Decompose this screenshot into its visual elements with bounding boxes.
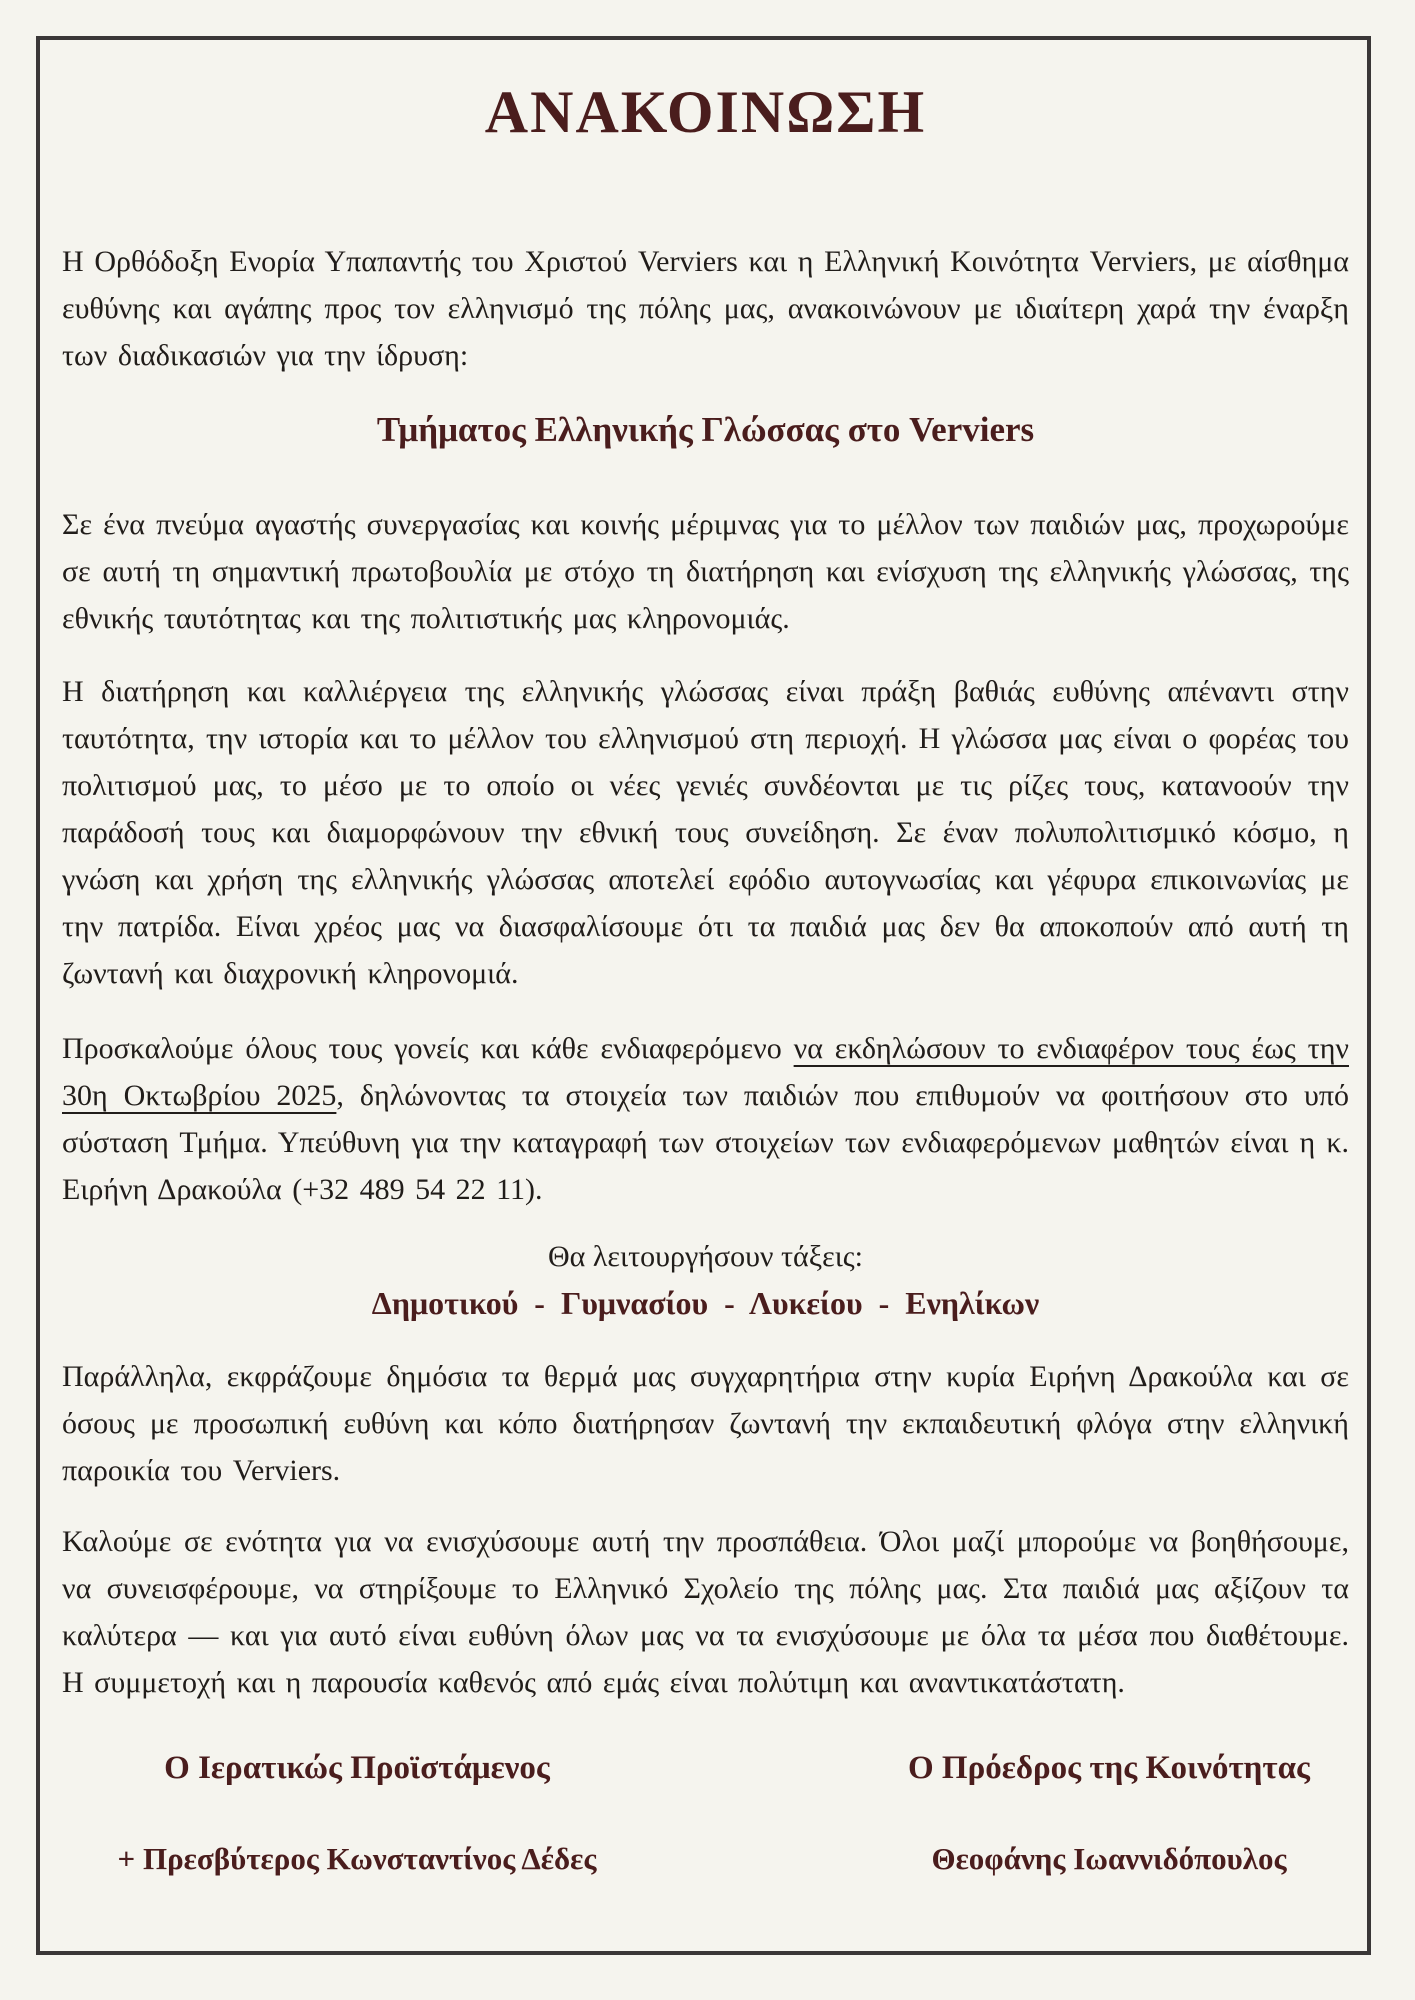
spirit-paragraph: Σε ένα πνεύμα αγαστής συνεργασίας και κοινής μέριμνας για το μέλλον των παιδιών μας, προχωρούμε σε αυτή τη σημαντική πρωτοβουλία με στόχο τη διατήρηση και ενίσχυση της ελληνικής γλώσσας, της εθνικής ταυτότητας και της πολιτιστικής μας κληρονομιάς. (62, 508, 1349, 635)
deadline-underlined-text: να εκδηλώσουν το ενδιαφέρον τους έως την 30η Οκτωβρίου 2025 (62, 1032, 1349, 1112)
priest-name: + Πρεσβύτερος Κωνσταντίνος Δέδες (117, 1841, 597, 1876)
invitation-text-after: , δηλώνοντας τα στοιχεία των παιδιών που επιθυμούν να φοιτήσουν στο υπό σύσταση Τμήμα. Υπεύθυνη για την καταγραφή των στοιχείων των ενδιαφερόμενων μαθητών είναι η κ. Ειρήνη Δρακούλα (+32 489 54 22 11). (62, 1079, 1349, 1206)
classes-intro-line: Θα λειτουργήσουν τάξεις: (547, 1240, 864, 1273)
classes-list-line: Δημοτικού - Γυμνασίου - Λυκείου - Ενηλίκων (371, 1285, 1040, 1321)
signature-column-president (869, 1748, 1349, 1878)
signature-column-priest (62, 1748, 652, 1878)
preservation-paragraph: Η διατήρηση και καλλιέργεια της ελληνικής γλώσσας είναι πράξη βαθιάς ευθύνης απέναντι στην ταυτότητα, την ιστορία και το μέλλον του ελληνισμού στη περιοχή. Η γλώσσα μας είναι ο φορέας του πολιτισμού μας, το μέσο με το οποίο οι νέες γενιές συνδέονται με τις ρίζες τους, κατανοούν την παράδοσή τους και διαμορφώνουν την εθνική τους συνείδηση. Σε έναν πολυπολιτισμικό κόσμο, η γνώση και χρήση της ελληνικής γλώσσας αποτελεί εφόδιο αυτογνωσίας και γέφυρα επικοινωνίας με την πατρίδα. Είναι χρέος μας να διασφαλίσουμε ότι τα παιδιά μας δεν θα αποκοπούν από αυτή τη ζωντανή και διαχρονική κληρονομιά. (62, 675, 1349, 990)
department-subtitle: Τμήματος Ελληνικής Γλώσσας στο Verviers (376, 410, 1035, 449)
invitation-text-before: Προσκαλούμε όλους τους γονείς και κάθε ενδιαφερόμενο (62, 1032, 794, 1065)
intro-paragraph: Η Ορθόδοξη Ενορία Υπαπαντής του Χριστού Verviers και η Ελληνική Κοινότητα Verviers, με αίσθημα ευθύνης και αγάπης προς τον ελληνισμό της πόλης μας, ανακοινώνουν με ιδιαίτερη χαρά την έναρξη των διαδικασιών για την ίδρυση: (62, 245, 1349, 372)
unity-paragraph: Καλούμε σε ενότητα για να ενισχύσουμε αυτή την προσπάθεια. Όλοι μαζί μπορούμε να βοηθήσουμε, να συνεισφέρουμε, να στηρίξουμε το Ελληνικό Σχολείο της πόλης μας. Στα παιδιά μας αξίζουν τα καλύτερα — και για αυτό είναι ευθύνη όλων μας να τα ενισχύσουμε με όλα τα μέσα που διαθέτουμε. Η συμμετοχή και η παρουσία καθενός από εμάς είναι πολύτιμη και αναντικατάστατη. (62, 1525, 1349, 1699)
document-border-frame (36, 36, 1371, 1955)
document-title: ΑΝΑΚΟΙΝΩΣΗ (484, 79, 927, 145)
invitation-paragraph (62, 1025, 1349, 1213)
priest-role-title: Ο Ιερατικώς Προϊστάμενος (164, 1750, 550, 1786)
president-name: Θεοφάνης Ιωαννιδόπουλος (931, 1841, 1287, 1876)
president-role-title: Ο Πρόεδρος της Κοινότητας (908, 1750, 1310, 1786)
congratulations-paragraph: Παράλληλα, εκφράζουμε δημόσια τα θερμά μας συγχαρητήρια στην κυρία Ειρήνη Δρακούλα και σε όσους με προσωπική ευθύνη και κόπο διατήρησαν ζωντανή την εκπαιδευτική φλόγα στην ελληνική παροικία του Verviers. (62, 1360, 1349, 1487)
signature-block (62, 1748, 1349, 1878)
